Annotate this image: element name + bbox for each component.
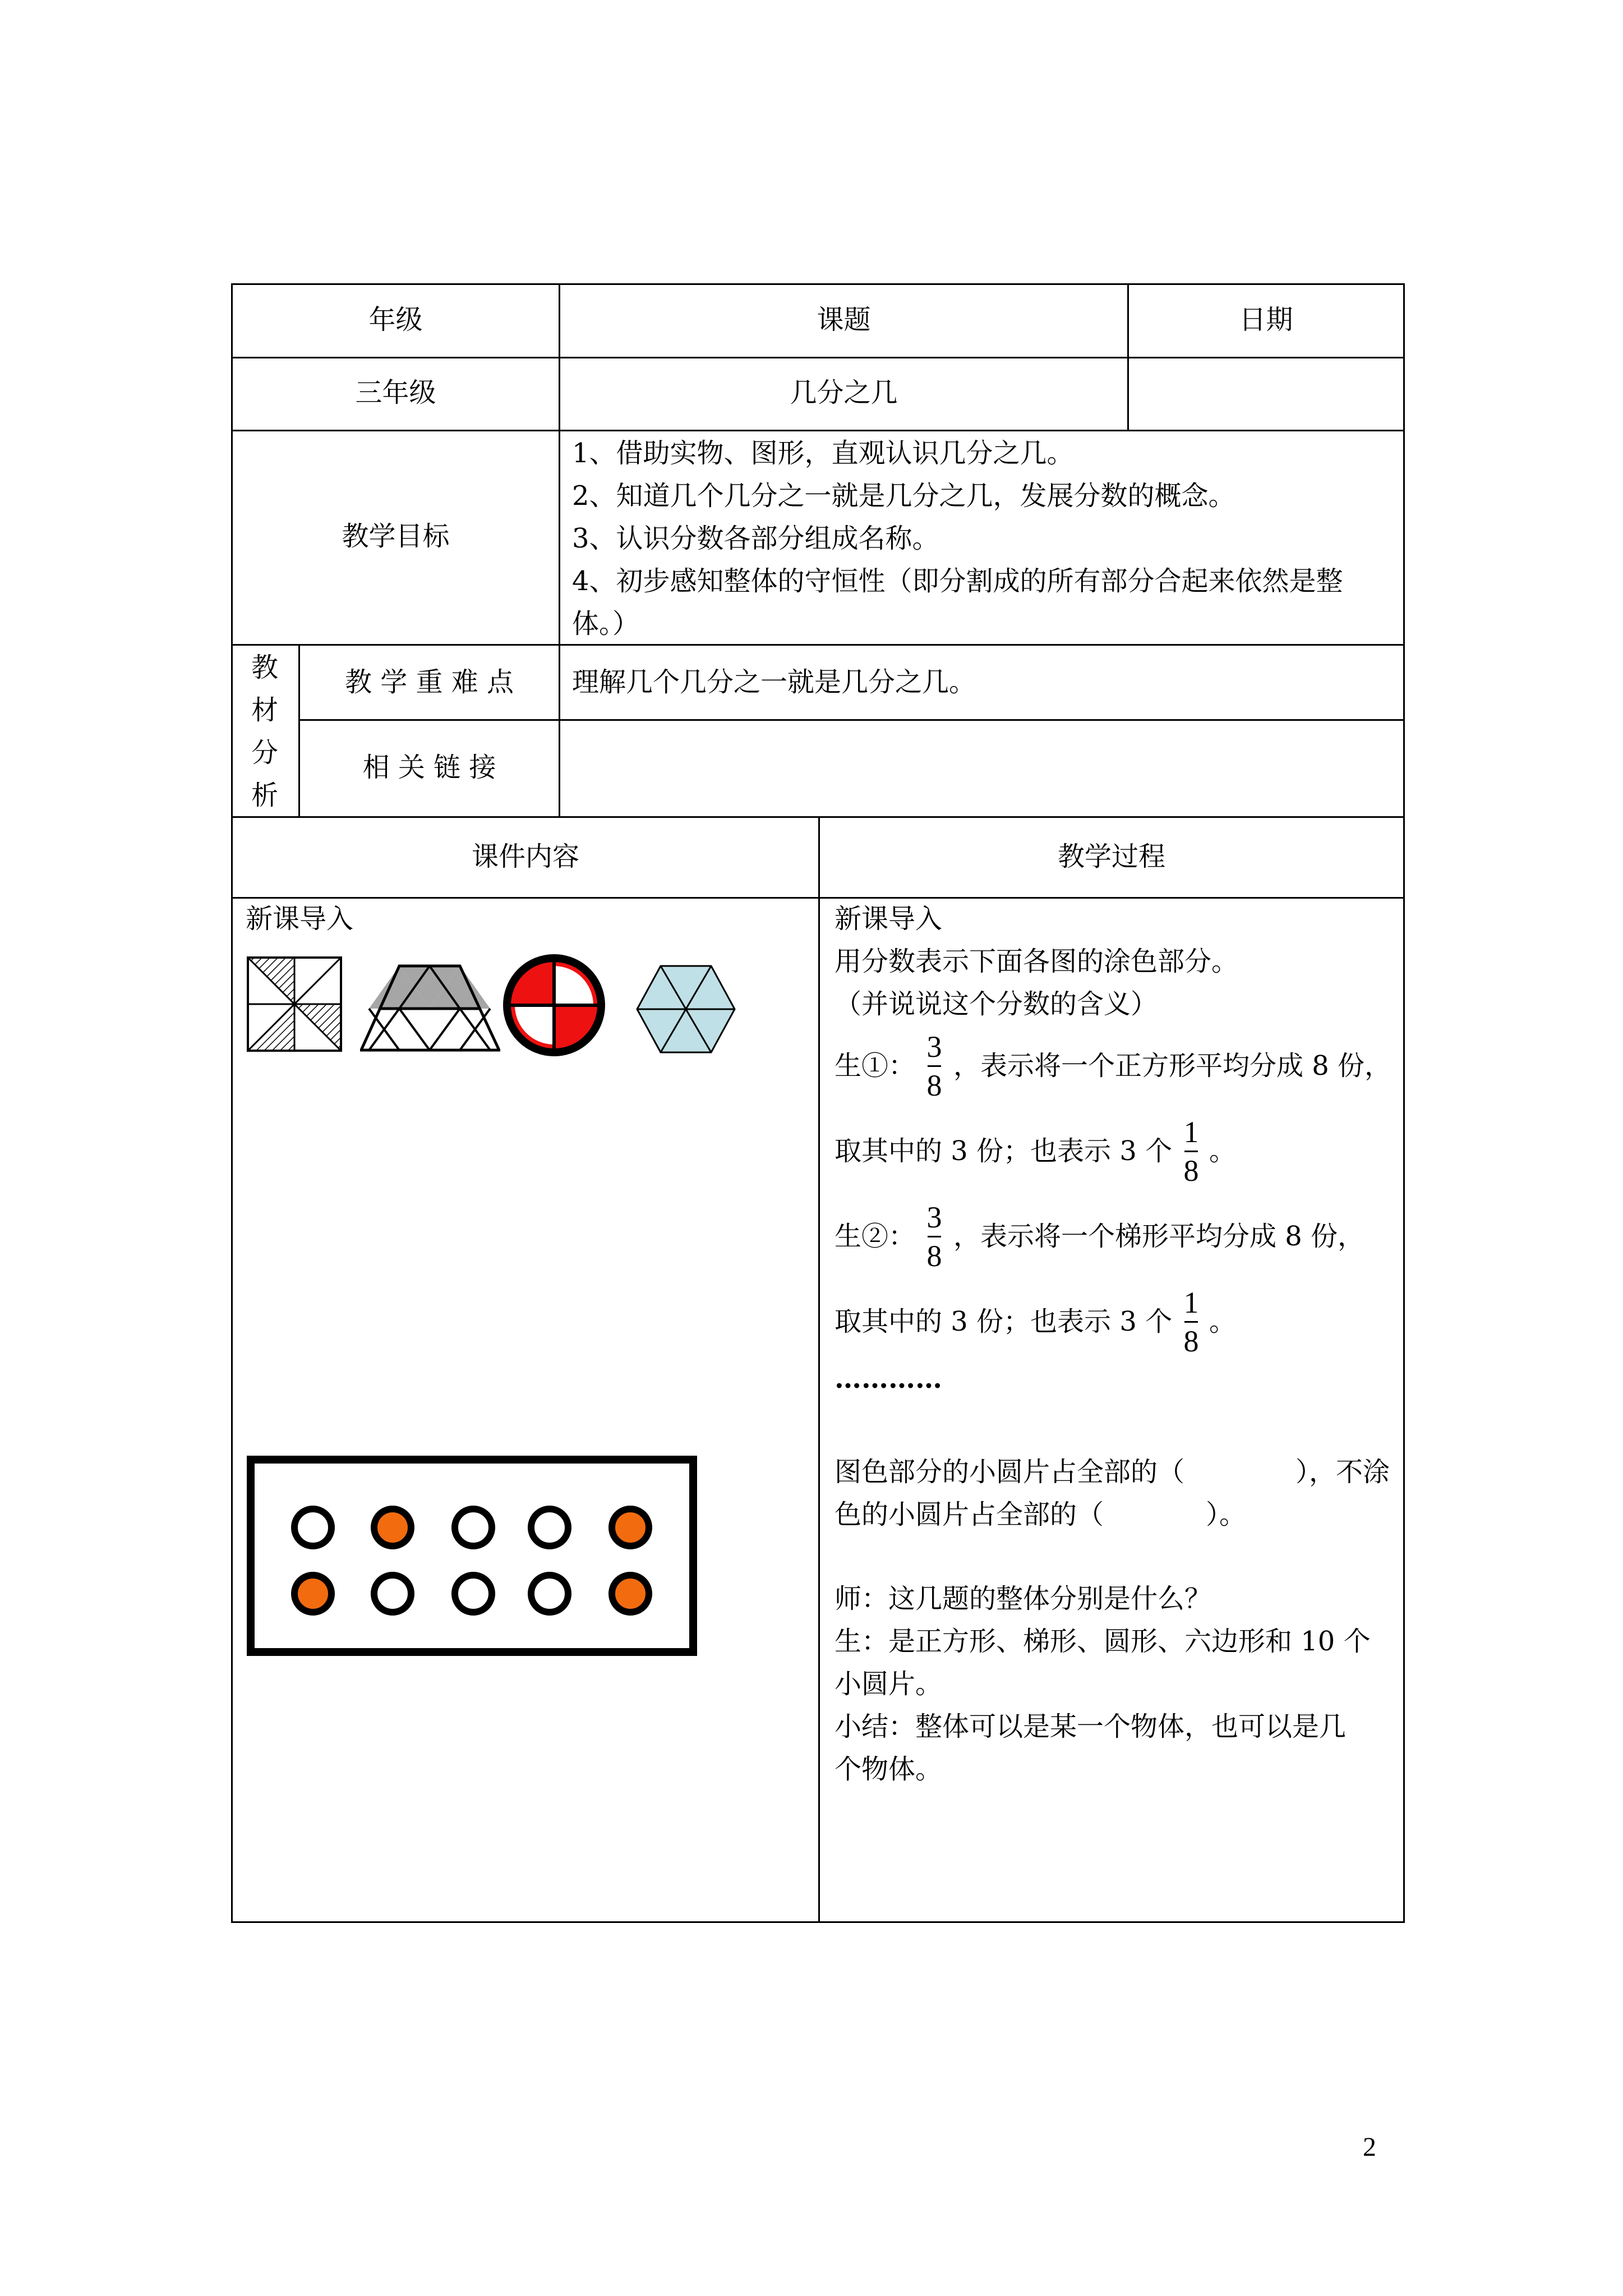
circle-figure bbox=[502, 954, 606, 1057]
circles-question-2a: 色的小圆片占全部的（ bbox=[834, 1499, 1104, 1530]
fraction-3-8 bbox=[917, 1029, 951, 1103]
orange-circle bbox=[294, 1575, 331, 1612]
fraction-3-8 bbox=[917, 1200, 951, 1273]
key-points-label: 教 学 重 难 点 bbox=[344, 666, 514, 698]
summary-1: 小结：整体可以是某一个物体，也可以是几 bbox=[834, 1711, 1347, 1742]
empty-circle bbox=[374, 1575, 411, 1612]
student-answer-1: 生：是正方形、梯形、圆形、六边形和 10 个 bbox=[834, 1626, 1371, 1657]
related-links-label: 相 关 链 接 bbox=[362, 752, 496, 783]
student2-text: ，表示将一个梯形平均分成 8 份， bbox=[953, 1221, 1365, 1252]
denominator: 8 bbox=[926, 1069, 942, 1102]
table-content-divider bbox=[818, 816, 820, 1923]
student2-prefix: 生②： bbox=[834, 1221, 916, 1252]
analysis-side-char: 材 bbox=[251, 694, 278, 726]
courseware-section-title: 新课导入 bbox=[246, 903, 354, 935]
objective-item: 体。） bbox=[572, 608, 640, 639]
numerator: 1 bbox=[1183, 1115, 1199, 1149]
numerator: 3 bbox=[926, 1200, 942, 1234]
student2-period: 。 bbox=[1209, 1306, 1237, 1337]
table-line-header bbox=[231, 357, 1405, 358]
table-border-top bbox=[231, 283, 1405, 285]
student1-period: 。 bbox=[1209, 1135, 1237, 1167]
table-line-info bbox=[231, 430, 1405, 431]
empty-circle bbox=[455, 1575, 492, 1612]
numerator: 1 bbox=[1183, 1286, 1199, 1319]
table-line-objectives bbox=[231, 644, 1405, 646]
process-prompt: 用分数表示下面各图的涂色部分。 bbox=[834, 946, 1239, 977]
process-section-title: 新课导入 bbox=[834, 903, 943, 935]
analysis-side-char: 析 bbox=[251, 780, 278, 811]
student1-text: ，表示将一个正方形平均分成 8 份， bbox=[953, 1050, 1392, 1082]
orange-circle bbox=[374, 1509, 411, 1546]
empty-circle bbox=[531, 1509, 568, 1546]
date-header: 日期 bbox=[1239, 304, 1293, 335]
ellipsis: ………… bbox=[834, 1363, 942, 1395]
numerator: 3 bbox=[926, 1030, 942, 1064]
grade-value: 三年级 bbox=[355, 377, 436, 408]
analysis-side-char: 教 bbox=[251, 652, 278, 683]
circles-grid bbox=[255, 1464, 689, 1648]
trapezoid-figure bbox=[360, 964, 500, 1052]
hexagon-figure bbox=[635, 964, 737, 1055]
orange-circle bbox=[612, 1509, 649, 1546]
table-line-keypoints bbox=[299, 719, 1405, 721]
denominator: 8 bbox=[1183, 1324, 1199, 1358]
fraction-1-8 bbox=[1174, 1285, 1208, 1359]
orange-circle bbox=[612, 1575, 649, 1612]
square-figure bbox=[247, 956, 342, 1052]
topic-header: 课题 bbox=[817, 304, 871, 335]
student2-line2: 取其中的 3 份；也表示 3 个 bbox=[834, 1306, 1173, 1337]
student1-line2: 取其中的 3 份；也表示 3 个 bbox=[834, 1135, 1173, 1167]
empty-circle bbox=[531, 1575, 568, 1612]
objective-item: 3、认识分数各部分组成名称。 bbox=[572, 523, 939, 554]
circles-question-1a: 图色部分的小圆片占全部的（ bbox=[834, 1456, 1185, 1488]
objectives-label: 教学目标 bbox=[342, 521, 450, 552]
objective-item: 1、借助实物、图形，直观认识几分之几。 bbox=[572, 438, 1074, 469]
objective-item: 2、知道几个几分之一就是几分之几，发展分数的概念。 bbox=[572, 480, 1235, 512]
grade-header: 年级 bbox=[368, 304, 423, 335]
table-col-divider-1 bbox=[559, 283, 560, 818]
analysis-side-char: 分 bbox=[251, 737, 278, 769]
teacher-question: 师：这几题的整体分别是什么？ bbox=[834, 1583, 1212, 1614]
circles-question-1b: ），不涂 bbox=[1295, 1456, 1390, 1488]
summary-2: 个物体。 bbox=[834, 1754, 943, 1785]
page-number: 2 bbox=[1363, 2132, 1376, 2162]
student-answer-2: 小圆片。 bbox=[834, 1668, 943, 1700]
topic-value: 几分之几 bbox=[790, 377, 898, 408]
empty-circle bbox=[455, 1509, 492, 1546]
fraction-1-8 bbox=[1174, 1115, 1208, 1188]
process-header: 教学过程 bbox=[1057, 841, 1165, 872]
key-points-value: 理解几个几分之一就是几分之几。 bbox=[572, 666, 976, 698]
student1-prefix: 生①： bbox=[834, 1050, 916, 1082]
table-border-right bbox=[1403, 283, 1405, 1923]
empty-circle bbox=[294, 1509, 331, 1546]
denominator: 8 bbox=[926, 1239, 942, 1273]
objective-item: 4、初步感知整体的守恒性（即分割成的所有部分合起来依然是整 bbox=[572, 565, 1343, 597]
courseware-header: 课件内容 bbox=[471, 841, 579, 872]
process-prompt-2: （并说说这个分数的含义） bbox=[834, 988, 1158, 1020]
circles-question-2b: ）。 bbox=[1206, 1499, 1247, 1530]
denominator: 8 bbox=[1183, 1154, 1199, 1188]
